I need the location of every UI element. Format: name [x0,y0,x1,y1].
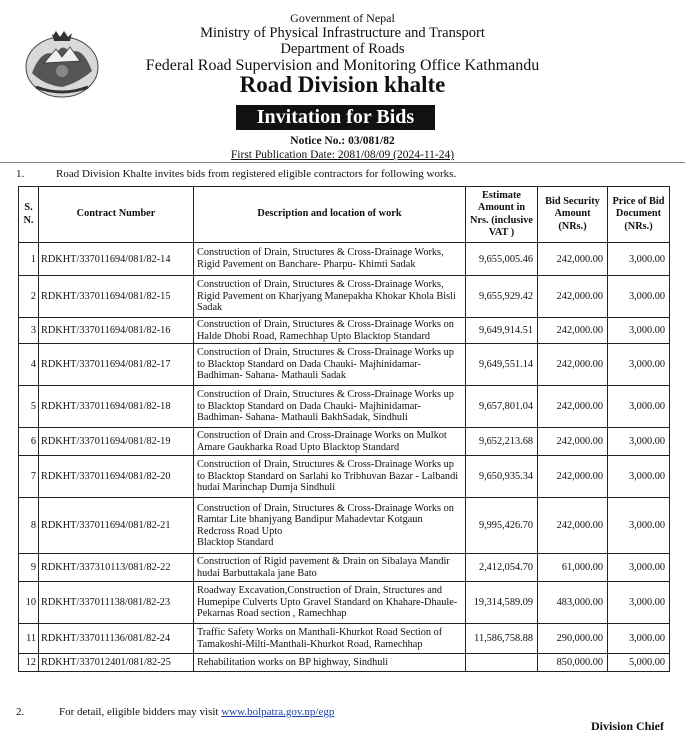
cell-document-price: 5,000.00 [608,654,670,672]
cell-document-price: 3,000.00 [608,318,670,344]
cell-contract-number: RDKHT/337310113/081/82-22 [39,554,194,582]
cell-document-price: 3,000.00 [608,428,670,456]
signature-title: Division Chief [591,719,665,733]
cell-bid-security: 242,000.00 [538,456,608,498]
cell-contract-number: RDKHT/337011694/081/82-19 [39,428,194,456]
cell-bid-security: 61,000.00 [538,554,608,582]
table-row [19,654,670,672]
cell-description: Rehabilitation works on BP highway, Sindhuli [194,654,466,672]
cell-document-price: 3,000.00 [608,582,670,624]
cell-sn: 9 [19,554,39,582]
office-name: Federal Road Supervision and Monitoring Office Kathmandu [145,57,540,74]
table-row [19,624,670,654]
col-header-security: Bid Security Amount (NRs.) [538,187,608,243]
cell-description: Construction of Drain, Structures & Cross-Drainage Works up to Blacktop Standard on Sarlahi ko Tribhuvan Bazar - Lalbandi hudai Marinchap Dumja Sindhuli [194,456,466,498]
cell-description: Construction of Drain, Structures & Cross-Drainage Works up to Blacktop Standard on Dada Chauki- Majhinidamar-Badhiman- Sahana- Mathauli Sadak [194,344,466,386]
cell-description: Traffic Safety Works on Manthali-Khurkot Road Section of Tamakoshi-Milti-Manthali-Khurkot Road, Ramechhap [194,624,466,654]
cell-document-price: 3,000.00 [608,243,670,276]
table-row [19,243,670,276]
cell-bid-security: 242,000.00 [538,428,608,456]
cell-contract-number: RDKHT/337012401/081/82-25 [39,654,194,672]
table-header-row [19,187,670,243]
cell-contract-number: RDKHT/337011694/081/82-21 [39,498,194,554]
publication-date: First Publication Date: 2081/08/09 (2024-11-24) [230,149,455,161]
cell-description: Construction of Drain, Structures & Cross-Drainage Works on Ramtar Lite bhanjyang Bandipur Mahadevtar Kotgaun Redcross Road Upto Blacktop Standard [194,498,466,554]
col-header-sn: S. N. [19,187,39,243]
government-name: Government of Nepal [290,11,395,25]
cell-bid-security: 242,000.00 [538,276,608,318]
paragraph-text: For detail, eligible bidders may visit [59,706,222,718]
table-row [19,318,670,344]
cell-sn: 11 [19,624,39,654]
cell-contract-number: RDKHT/337011694/081/82-18 [39,386,194,428]
col-header-description: Description and location of work [194,187,466,243]
cell-sn: 7 [19,456,39,498]
cell-description: Construction of Drain, Structures & Cross-Drainage Works on Halde Dhobi Road, Ramechhap Upto Blacktop Standard [194,318,466,344]
cell-sn: 8 [19,498,39,554]
cell-description: Construction of Drain, Structures & Cross-Drainage Works up to Blacktop Standard on Dada Chauki- Majhinidamar-Badhiman- Sahana- Mathauli BakhSadak, Sindhuli [194,386,466,428]
cell-description: Construction of Rigid pavement & Drain on Sibalaya Mandir hudai Barbuttakala jane Bato [194,554,466,582]
cell-estimate: 9,649,551.14 [466,344,538,386]
col-header-price: Price of Bid Document (NRs.) [608,187,670,243]
cell-contract-number: RDKHT/337011694/081/82-15 [39,276,194,318]
notice-number: Notice No.: 03/081/82 [290,135,395,147]
cell-bid-security: 242,000.00 [538,318,608,344]
table-row [19,456,670,498]
cell-contract-number: RDKHT/337011694/081/82-14 [39,243,194,276]
cell-bid-security: 242,000.00 [538,243,608,276]
bids-table [18,186,670,672]
cell-bid-security: 242,000.00 [538,344,608,386]
cell-document-price: 3,000.00 [608,386,670,428]
paragraph-text: Road Division Khalte invites bids from registered eligible contractors for following works. [56,168,457,180]
divider [0,162,685,163]
cell-contract-number: RDKHT/337011694/081/82-16 [39,318,194,344]
cell-sn: 3 [19,318,39,344]
cell-sn: 4 [19,344,39,386]
cell-estimate: 9,652,213.68 [466,428,538,456]
cell-bid-security: 483,000.00 [538,582,608,624]
department-name: Department of Roads [280,41,405,57]
table-row [19,582,670,624]
cell-estimate: 9,657,801.04 [466,386,538,428]
cell-estimate: 19,314,589.09 [466,582,538,624]
cell-estimate: 9,995,426.70 [466,498,538,554]
paragraph-number: 2. [16,706,25,718]
cell-estimate: 2,412,054.70 [466,554,538,582]
cell-description: Construction of Drain and Cross-Drainage Works on Mulkot Amare Gaukharka Road Upto Blacktop Standard [194,428,466,456]
cell-sn: 6 [19,428,39,456]
cell-description: Construction of Drain, Structures & Cross-Drainage Works, Rigid Pavement on Kharjyang Manepakha Khokar Khola Bisli Sadak [194,276,466,318]
table-row [19,344,670,386]
cell-document-price: 3,000.00 [608,498,670,554]
cell-contract-number: RDKHT/337011136/081/82-24 [39,624,194,654]
cell-document-price: 3,000.00 [608,276,670,318]
paragraph-2 [16,706,334,718]
cell-contract-number: RDKHT/337011694/081/82-17 [39,344,194,386]
paragraph-1 [16,168,456,180]
cell-description: Roadway Excavation,Construction of Drain, Structures and Humepipe Culverts Upto Gravel Standard on Khahare-Dhaule-Pekarnas Road section , Ramechhap [194,582,466,624]
cell-document-price: 3,000.00 [608,624,670,654]
cell-contract-number: RDKHT/337011138/081/82-23 [39,582,194,624]
cell-estimate [466,654,538,672]
cell-bid-security: 290,000.00 [538,624,608,654]
cell-document-price: 3,000.00 [608,554,670,582]
cell-bid-security: 242,000.00 [538,498,608,554]
cell-estimate: 11,586,758.88 [466,624,538,654]
col-header-estimate: Estimate Amount in Nrs. (inclusive VAT ) [466,187,538,243]
table-row [19,498,670,554]
cell-estimate: 9,655,929.42 [466,276,538,318]
cell-estimate: 9,655,005.46 [466,243,538,276]
paragraph-number: 1. [16,168,25,180]
bolpatra-link[interactable]: www.bolpatra.gov.np/egp [221,706,335,718]
table-row [19,386,670,428]
cell-document-price: 3,000.00 [608,344,670,386]
col-header-contract: Contract Number [39,187,194,243]
cell-sn: 5 [19,386,39,428]
table-row [19,428,670,456]
cell-contract-number: RDKHT/337011694/081/82-20 [39,456,194,498]
cell-sn: 12 [19,654,39,672]
table-row [19,554,670,582]
cell-sn: 2 [19,276,39,318]
invitation-banner: Invitation for Bids [236,105,435,130]
cell-description: Construction of Drain, Structures & Cross-Drainage Works, Rigid Pavement on Banchare- Pharpu- Khimti Sadak [194,243,466,276]
division-title: Road Division khalte [239,72,446,97]
cell-bid-security: 242,000.00 [538,386,608,428]
ministry-name: Ministry of Physical Infrastructure and Transport [200,25,485,41]
table-row [19,276,670,318]
cell-estimate: 9,650,935.34 [466,456,538,498]
cell-sn: 1 [19,243,39,276]
cell-estimate: 9,649,914.51 [466,318,538,344]
cell-document-price: 3,000.00 [608,456,670,498]
cell-sn: 10 [19,582,39,624]
cell-bid-security: 850,000.00 [538,654,608,672]
